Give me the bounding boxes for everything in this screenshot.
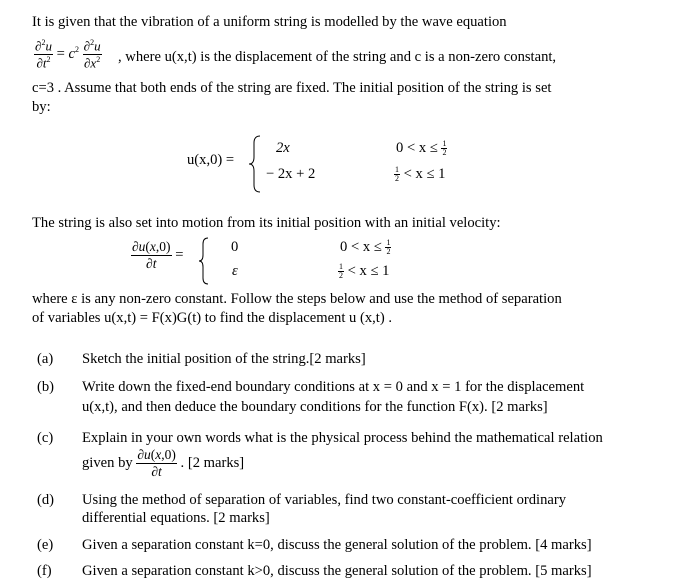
question-label: (e): [37, 537, 54, 553]
question-label: (c): [37, 430, 54, 446]
position-case-1-expr: 2x: [276, 140, 290, 156]
post-line-1: where ε is any non-zero constant. Follow the steps below and use the method of separation: [32, 291, 562, 307]
question-d-line-1: Using the method of separation of variables, find two constant-coefficient ordinary: [82, 492, 567, 508]
half-fraction: $\frac{1}{2}$: [442, 139, 447, 158]
velocity-intro: The string is also set into motion from its initial position with an initial velocity:: [32, 215, 501, 231]
d2u-dt2: $\frac{\partial^2u}{\partial t^2}$: [35, 38, 52, 71]
intro-line-1: It is given that the vibration of a uniform string is modelled by the wave equation: [32, 14, 507, 30]
velocity-case-2-expr: ε: [232, 263, 238, 279]
velocity-case-1-range: 0 < x ≤ $\frac{1}{2}$: [340, 238, 391, 257]
question-b-line-1: Write down the fixed-end boundary conditions at x = 0 and x = 1 for the displacement: [82, 379, 585, 395]
intro-line-4: by:: [32, 99, 51, 115]
left-brace-velocity: [198, 237, 210, 285]
half-fraction: $\frac{1}{2}$: [386, 238, 391, 257]
position-case-2-range: $\frac{1}{2}$ < x ≤ 1: [395, 165, 446, 184]
question-b-line-2: u(x,t), and then deduce the boundary conditions for the function F(x). [2 marks]: [82, 399, 548, 415]
question-e-text: Given a separation constant k=0, discuss the general solution of the problem. [4 marks]: [82, 537, 592, 553]
question-c-line-2: given by $\frac{\partial u(x,0)}{\partial t}$ . [2 marks]: [82, 447, 245, 480]
post-line-2: of variables u(x,t) = F(x)G(t) to find the displacement u (x,t) .: [32, 310, 393, 326]
question-a-text: Sketch the initial position of the string.[2 marks]: [82, 351, 366, 367]
question-label: (a): [37, 351, 54, 367]
position-case-2-expr: − 2x + 2: [266, 166, 316, 182]
wave-equation: $\frac{\partial^2u}{\partial t^2}$ = $c^2$ $\frac{\partial^2u}{\partial x^2}$: [35, 38, 101, 71]
left-brace-position: [248, 135, 262, 193]
half-fraction: $\frac{1}{2}$: [395, 165, 399, 184]
velocity-lhs: $\frac{\partial u(x,0)}{\partial t}$ =: [132, 239, 184, 272]
intro-line-3: c=3 . Assume that both ends of the string are fixed. The initial position of the string is set: [32, 80, 552, 96]
question-label: (f): [37, 563, 52, 579]
question-label: (d): [37, 492, 55, 508]
question-d-line-2: differential equations. [2 marks]: [82, 510, 270, 526]
position-case-1-range: 0 < x ≤ $\frac{1}{2}$: [396, 139, 447, 158]
question-c-line-1: Explain in your own words what is the physical process behind the mathematical relation: [82, 430, 603, 446]
velocity-case-2-range: $\frac{1}{2}$ < x ≤ 1: [339, 262, 390, 281]
velocity-case-1-expr: 0: [231, 239, 239, 255]
half-fraction: $\frac{1}{2}$: [339, 262, 343, 281]
question-f-text: Given a separation constant k>0, discuss the general solution of the problem. [5 marks]: [82, 563, 592, 579]
question-label: (b): [37, 379, 55, 395]
initial-position-lhs: u(x,0) =: [187, 152, 235, 168]
intro-line-2: , where u(x,t) is the displacement of the string and c is a non-zero constant,: [118, 49, 557, 65]
d2u-dx2: $\frac{\partial^2u}{\partial x^2}$: [83, 38, 101, 71]
